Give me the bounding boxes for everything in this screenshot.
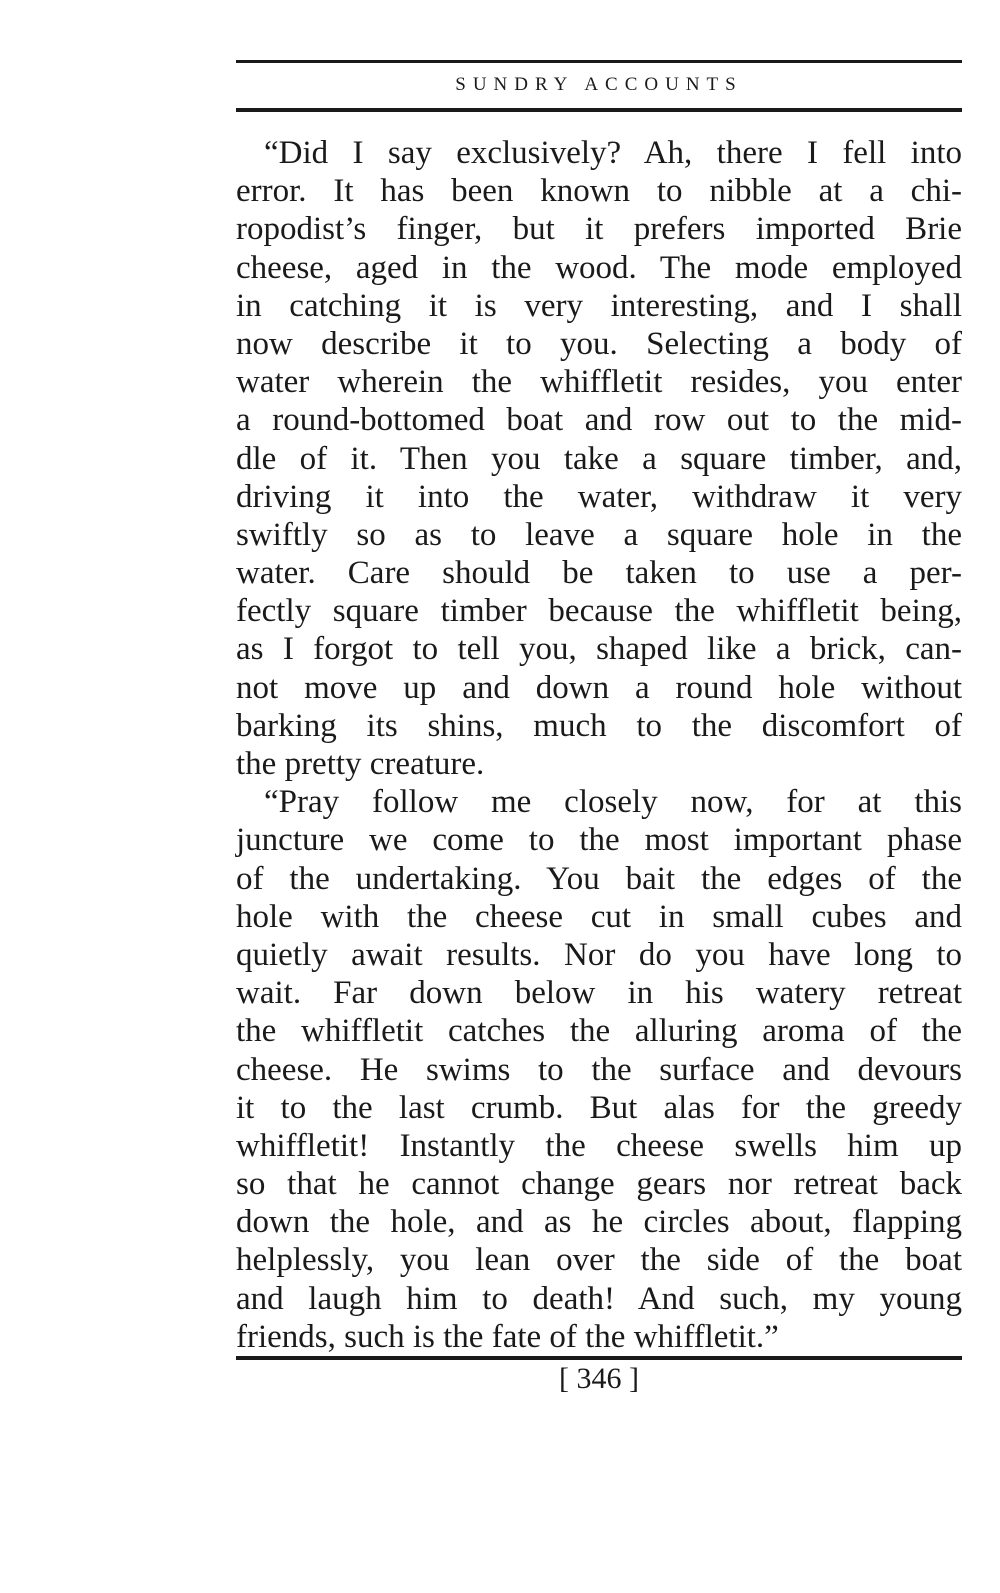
text-line: wait. Far down below in his watery retreat <box>236 975 962 1012</box>
text-line: water wherein the whiffletit resides, you enter <box>236 364 962 401</box>
body-text <box>236 134 962 1356</box>
page-number: [ 346 ] <box>559 1362 639 1395</box>
text-line: driving it into the water, withdraw it very <box>236 478 962 515</box>
running-head: SUNDRY ACCOUNTS <box>455 74 743 95</box>
text-line: it to the last crumb. But alas for the greedy <box>236 1089 962 1126</box>
text-line: dle of it. Then you take a square timber, and, <box>236 440 962 477</box>
text-line: hole with the cheese cut in small cubes and <box>236 898 962 935</box>
text-line: down the hole, and as he circles about, flapping <box>236 1204 962 1241</box>
text-line: so that he cannot change gears nor retreat back <box>236 1166 962 1203</box>
text-line: “Did I say exclusively? Ah, there I fell into <box>264 135 962 171</box>
text-line: helplessly, you lean over the side of the boat <box>236 1242 962 1279</box>
text-line: juncture we come to the most important phase <box>236 822 962 859</box>
text-line: error. It has been known to nibble at a chi- <box>236 173 962 210</box>
text-line: whiffletit! Instantly the cheese swells him up <box>236 1127 962 1164</box>
text-line: fectly square timber because the whiffletit being, <box>236 593 962 630</box>
text-line: now describe it to you. Selecting a body of <box>236 325 962 362</box>
text-line: the whiffletit catches the alluring aroma of the <box>236 1013 962 1050</box>
text-line: barking its shins, much to the discomfort of <box>236 707 962 744</box>
text-line: ropodist’s finger, but it prefers imported Brie <box>236 211 962 248</box>
text-line: cheese. He swims to the surface and devours <box>236 1051 962 1088</box>
header-top-rule <box>236 60 962 63</box>
text-line: the pretty creature. <box>236 746 485 782</box>
text-line: water. Care should be taken to use a per- <box>236 555 962 592</box>
text-line: of the undertaking. You bait the edges of the <box>236 860 962 897</box>
text-line: swiftly so as to leave a square hole in the <box>236 516 962 553</box>
text-line: as I forgot to tell you, shaped like a brick, can- <box>236 631 962 668</box>
text-line: “Pray follow me closely now, for at this <box>264 784 962 821</box>
footer-rule <box>236 1356 962 1360</box>
text-line: in catching it is very interesting, and I shall <box>236 287 962 324</box>
text-line: not move up and down a round hole without <box>236 669 962 706</box>
text-line: friends, such is the fate of the whiffletit.” <box>236 1318 779 1355</box>
text-line: quietly await results. Nor do you have long to <box>236 936 962 973</box>
text-line: and laugh him to death! And such, my young <box>236 1280 962 1317</box>
text-line: cheese, aged in the wood. The mode employed <box>236 249 962 286</box>
text-line: a round-bottomed boat and row out to the mid- <box>236 402 962 439</box>
header-bottom-rule <box>236 108 962 112</box>
